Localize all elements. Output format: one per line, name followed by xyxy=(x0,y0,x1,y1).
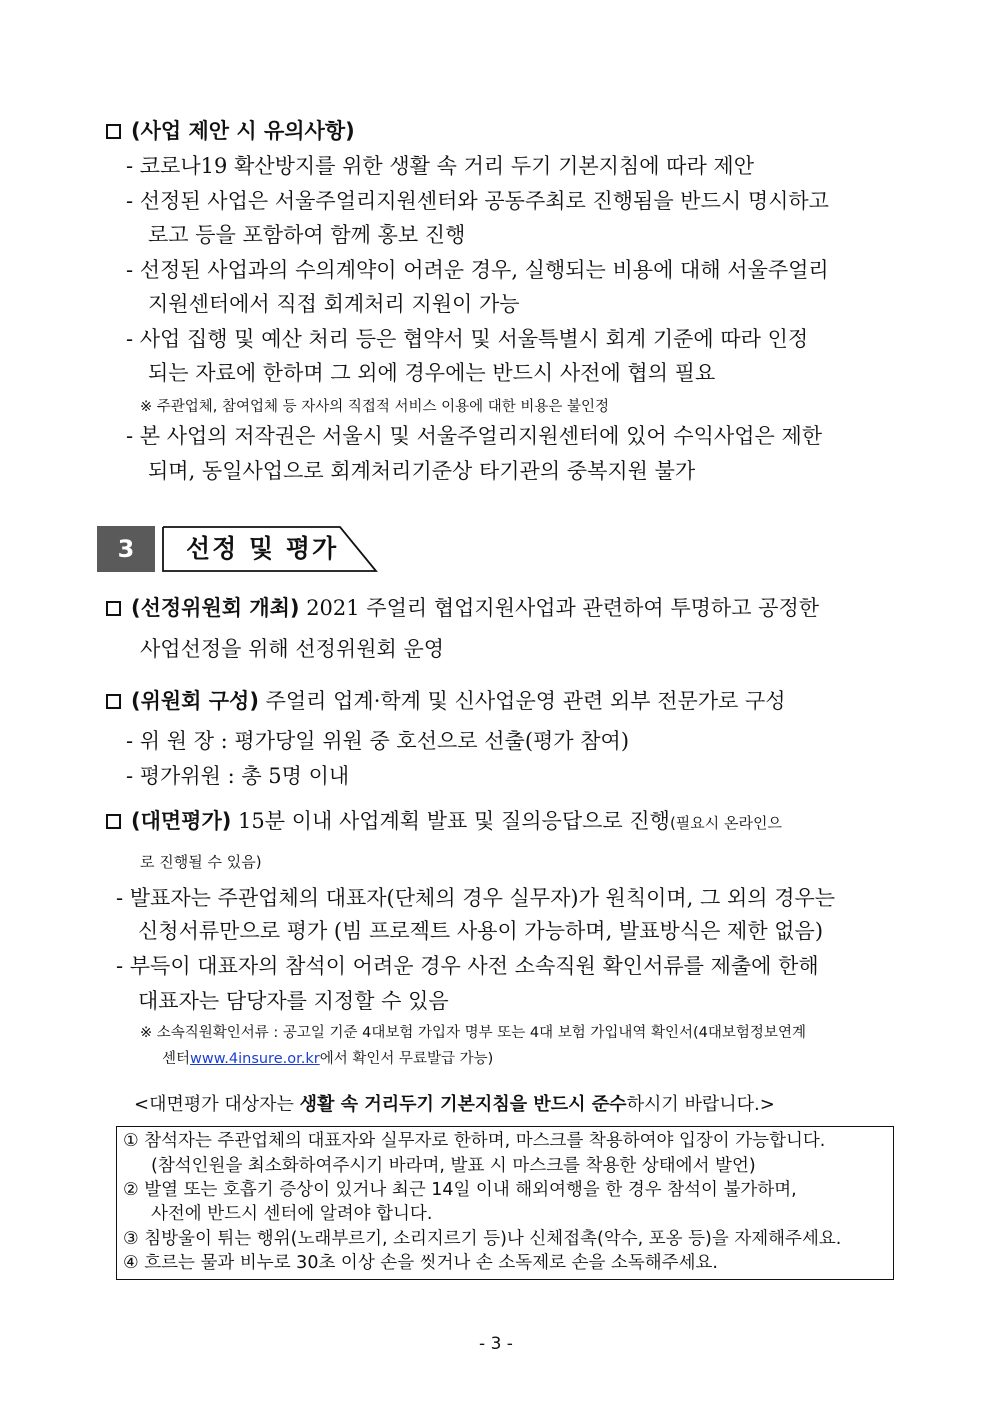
rule-item-continued: (참석인원을 최소화하여주시기 바라며, 발표 시 마스크를 착용한 상태에서 발언) xyxy=(151,1156,756,1176)
section-number: 3 xyxy=(97,526,155,572)
interview-line: (대면평가) 15분 이내 사업계획 발표 및 질의응답으로 진행(필요시 온라인으 xyxy=(106,806,782,838)
list-item-continued: 로고 등을 포함하여 함께 홍보 진행 xyxy=(148,223,466,247)
list-item: - 사업 집행 및 예산 처리 등은 협약서 및 서울특별시 회계 기준에 따라 인정 xyxy=(126,327,809,351)
section-title: 선정 및 평가 xyxy=(186,534,339,563)
footnote-continued: 센터www.4insure.or.kr에서 확인서 무료발급 가능) xyxy=(162,1051,494,1067)
list-item-continued: 되며, 동일사업으로 회계처리기준상 타기관의 중복지원 불가 xyxy=(148,459,696,483)
checkbox-square-icon xyxy=(106,124,121,139)
list-item: - 본 사업의 저작권은 서울시 및 서울주얼리지원센터에 있어 수익사업은 제한 xyxy=(126,424,823,448)
checkbox-square-icon xyxy=(106,601,121,616)
list-item: - 부득이 대표자의 참석이 어려운 경우 사전 소속직원 확인서류를 제출에 한해 xyxy=(116,954,819,978)
section-title-box xyxy=(162,526,378,572)
insurance-site-link[interactable]: www.4insure.or.kr xyxy=(190,1051,320,1067)
list-item: - 위 원 장 : 평가당일 위원 중 호선으로 선출(평가 참여) xyxy=(126,729,630,753)
committee-line: (선정위원회 개최) 2021 주얼리 협업지원사업과 관련하여 투명하고 공정한 xyxy=(106,593,819,623)
rule-item-continued: 사전에 반드시 센터에 알려야 합니다. xyxy=(151,1204,433,1224)
rule-item: ② 발열 또는 호흡기 증상이 있거나 최근 14일 이내 해외여행을 한 경우 참석이 불가하며, xyxy=(123,1180,797,1200)
list-item: - 코로나19 확산방지를 위한 생활 속 거리 두기 기본지침에 따라 제안 xyxy=(126,154,755,178)
list-item: - 발표자는 주관업체의 대표자(단체의 경우 실무자)가 원칙이며, 그 외의 경우는 xyxy=(116,886,836,910)
list-item-continued: 되는 자료에 한하며 그 외에 경우에는 반드시 사전에 협의 필요 xyxy=(148,361,716,385)
list-item: - 평가위원 : 총 5명 이내 xyxy=(126,764,350,788)
list-item-continued: 지원센터에서 직접 회계처리 지원이 가능 xyxy=(148,292,520,316)
interview-line-continued: 로 진행될 수 있음) xyxy=(140,853,262,871)
proposal-notes-heading: (사업 제안 시 유의사항) xyxy=(106,116,355,146)
rule-item: ④ 흐르는 물과 비누로 30초 이상 손을 씻거나 손 소독제로 손을 소독해주세요. xyxy=(123,1253,718,1273)
list-item: - 선정된 사업과의 수의계약이 어려운 경우, 실행되는 비용에 대해 서울주얼리 xyxy=(126,258,829,282)
footnote: ※ 주관업체, 참여업체 등 자사의 직접적 서비스 이용에 대한 비용은 불인정 xyxy=(140,399,610,415)
checkbox-square-icon xyxy=(106,814,121,829)
list-item: - 선정된 사업은 서울주얼리지원센터와 공동주최로 진행됨을 반드시 명시하고 xyxy=(126,189,829,213)
committee-line-continued: 사업선정을 위해 선정위원회 운영 xyxy=(140,637,445,661)
composition-line: (위원회 구성) 주얼리 업계·학계 및 신사업운영 관련 외부 전문가로 구성 xyxy=(106,686,786,716)
notice-line: <대면평가 대상자는 생활 속 거리두기 기본지침을 반드시 준수하시기 바랍니다.> xyxy=(134,1094,775,1115)
rule-item: ③ 침방울이 튀는 행위(노래부르기, 소리지르기 등)나 신체접촉(악수, 포옹 등)을 자제해주세요. xyxy=(123,1229,842,1249)
rule-item: ① 참석자는 주관업체의 대표자와 실무자로 한하며, 마스크를 착용하여야 입장이 가능합니다. xyxy=(123,1131,826,1151)
checkbox-square-icon xyxy=(106,694,121,709)
footnote: ※ 소속직원확인서류 : 공고일 기준 4대보험 가입자 명부 또는 4대 보험 가입내역 확인서(4대보험정보연계 xyxy=(140,1025,806,1041)
page-number: - 3 - xyxy=(479,1334,513,1354)
rules-box xyxy=(116,1126,894,1280)
list-item-continued: 대표자는 담당자를 지정할 수 있음 xyxy=(138,989,449,1013)
list-item-continued: 신청서류만으로 평가 (빔 프로젝트 사용이 가능하며, 발표방식은 제한 없음) xyxy=(138,919,824,943)
